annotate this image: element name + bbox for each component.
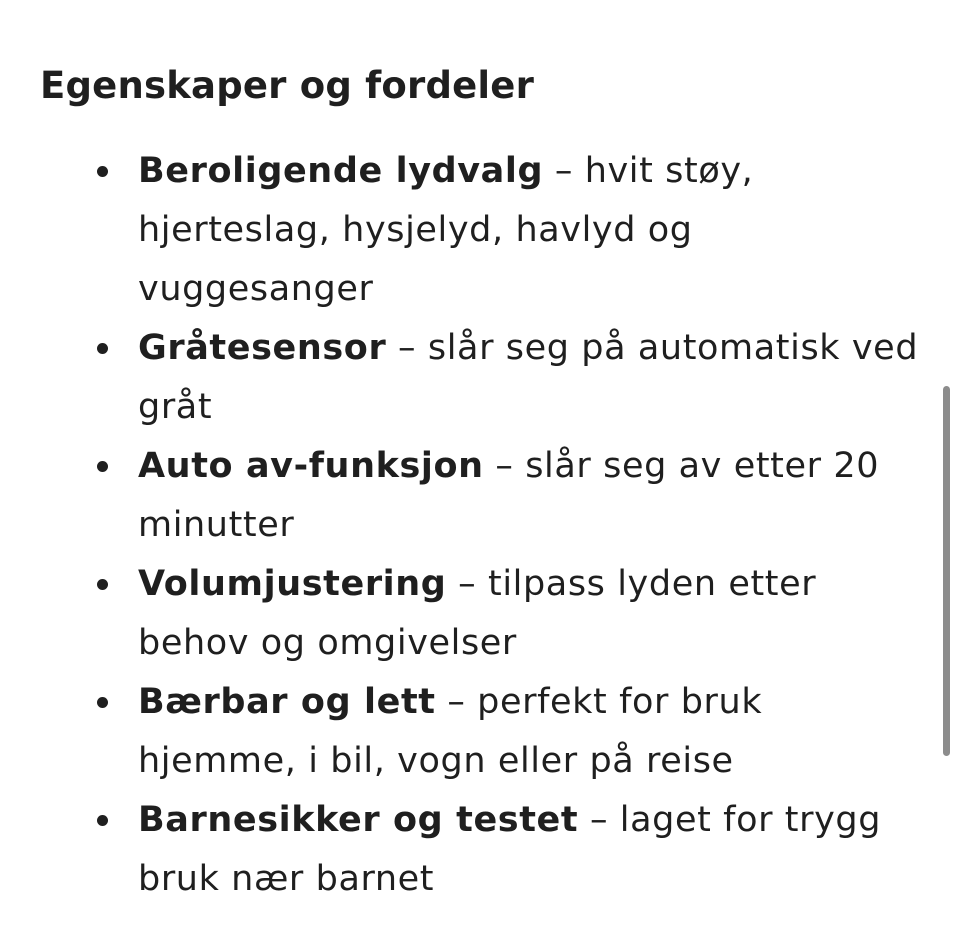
feature-description: – tilpass lyden etter behov og omgivelser	[138, 564, 817, 663]
vertical-scrollbar[interactable]	[943, 386, 950, 756]
feature-description: – slår seg av etter 20 minutter	[138, 446, 880, 545]
feature-description: – hvit støy, hjerteslag, hysjelyd, havlyd og vuggesanger	[138, 151, 754, 309]
feature-title: Barnesikker og testet	[138, 800, 579, 840]
bullet-icon	[97, 461, 108, 472]
feature-title: Auto av-funksjon	[138, 446, 484, 486]
feature-item-volume	[40, 555, 920, 673]
feature-item-portable	[40, 673, 920, 791]
feature-title: Bærbar og lett	[138, 682, 436, 722]
feature-title: Beroligende lydvalg	[138, 151, 544, 191]
features-section	[40, 56, 920, 909]
feature-title: Gråtesensor	[138, 328, 387, 368]
bullet-icon	[97, 166, 108, 177]
feature-description: – slår seg på automatisk ved gråt	[138, 328, 919, 427]
feature-item-child-safe	[40, 791, 920, 909]
feature-item-auto-off	[40, 437, 920, 555]
feature-list	[40, 142, 920, 909]
bullet-icon	[97, 579, 108, 590]
feature-item-cry-sensor	[40, 319, 920, 437]
bullet-icon	[97, 343, 108, 354]
bullet-icon	[97, 697, 108, 708]
feature-description: – laget for trygg bruk nær barnet	[138, 800, 882, 899]
section-heading: Egenskaper og fordeler	[40, 64, 535, 107]
feature-item-sound-options	[40, 142, 920, 319]
feature-title: Volumjustering	[138, 564, 447, 604]
bullet-icon	[97, 815, 108, 826]
feature-description: – perfekt for bruk hjemme, i bil, vogn eller på reise	[138, 682, 763, 781]
